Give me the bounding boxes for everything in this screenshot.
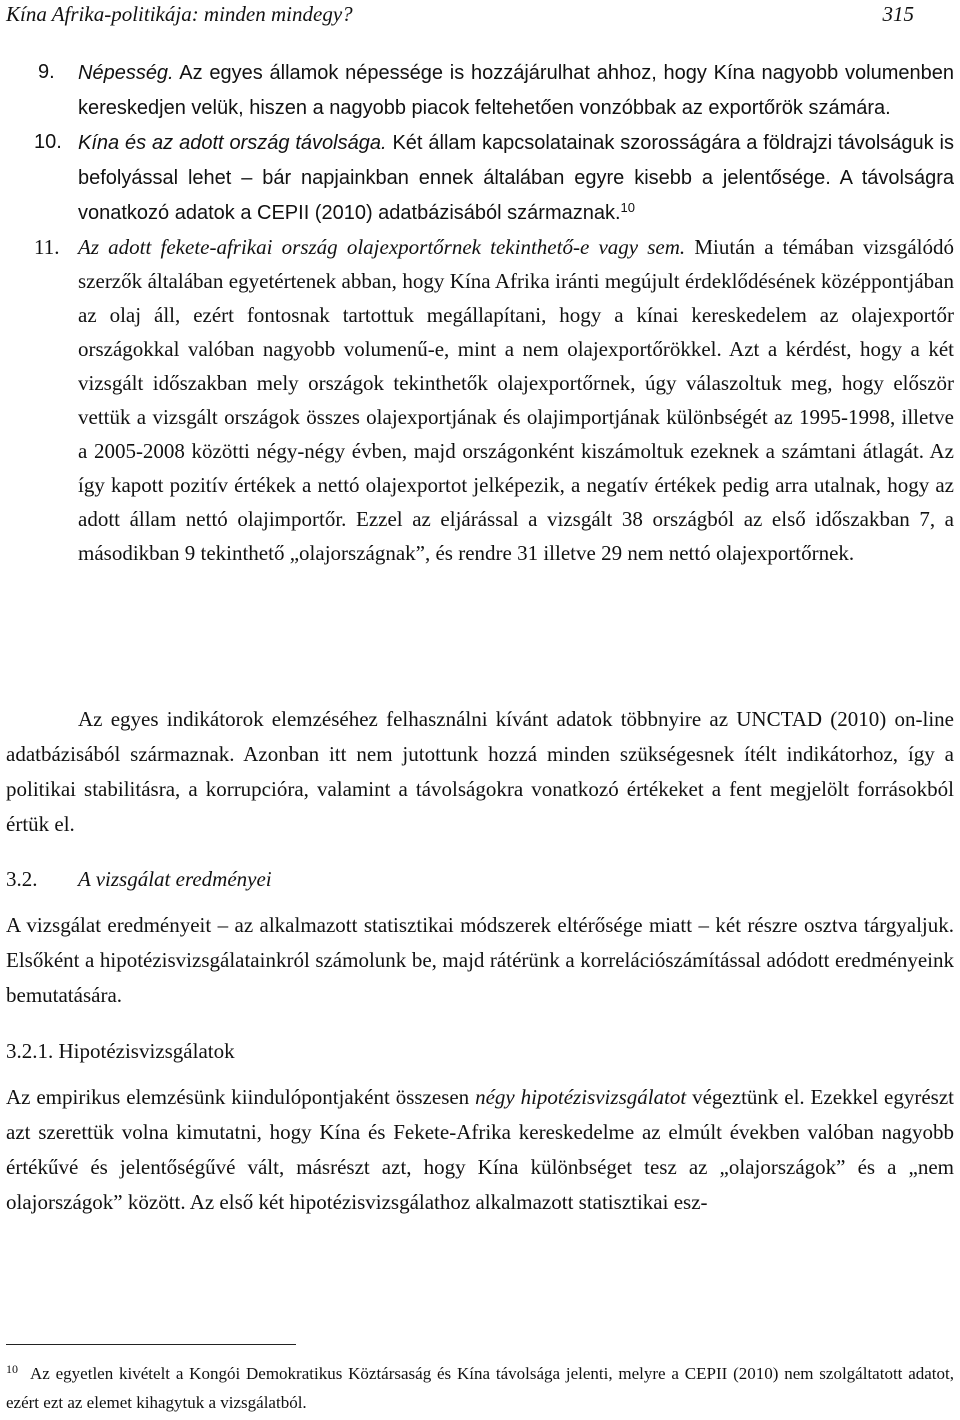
running-title: Kína Afrika-politikája: minden mindegy? — [6, 2, 353, 26]
list-item-number: 9. — [38, 61, 55, 83]
indicator-list — [0, 55, 954, 570]
page-number: 315 — [882, 2, 914, 26]
section-number: 3.2. — [6, 867, 38, 891]
list-item-distance — [0, 125, 954, 230]
list-item-text: Miután a témában vizsgálódó szerzők általában egyetértenek abban, hogy Kína Afrika iránti megújult érdeklődésének középpontjában az olaj áll, ezért fontosnak tartottuk megállapítani, hogy a kínai kereskedelem az olajexportőr országokkal valóban nagyobb volumenű-e, mint a nem olajexportőrökkel. Azt a kérdést, hogy a két vizsgált időszakban mely országok tekinthetők olajexportőrnek, úgy válaszoltuk meg, hogy először vettük a vizsgált országok összes olajexportjának és olajimportjának különbségét az 1995-1998, illetve a 2005-2008 közötti négy-négy évben, majd országonként kiszámoltuk ezeknek a számtani átlagát. Az így kapott pozitív értékek a nettó olajexportot jelképezik, a negatív értékek pedig arra utalnak, hogy az adott állam nettó olajimportőr. Ezzel az eljárással a vizsgált 38 országból az első időszakban 7, a másodikban 9 tekinthető „olajországnak”, és rendre 31 illetve 29 nem nettó olajexportőrnek. — [78, 235, 954, 565]
running-header — [6, 2, 954, 32]
section-heading-3-2 — [6, 864, 272, 894]
paragraph-results: A vizsgálat eredményeit – az alkalmazott statisztikai módszerek eltérősége miatt – két részre osztva tárgyaljuk. Elsőként a hipotézisvizsgálatainkról számolunk be, majd rátérünk a korrelációszámítással adódott eredményeink bemutatására. — [6, 913, 954, 1007]
list-item-lead: Kína és az adott ország távolsága. — [78, 132, 387, 154]
list-item-text: Az egyes államok népessége is hozzájárulhat ahhoz, hogy Kína nagyobb volumenben kereskedjen velük, hiszen a nagyobb piacok feltehetően vonzóbbak az exportőrök számára. — [78, 62, 954, 119]
footnote-reference: 10 — [620, 200, 635, 215]
list-item-population — [0, 55, 954, 125]
list-item-lead: Népesség. — [78, 62, 174, 84]
paragraph-text: végeztünk el. Ezekkel egyrészt azt szerettük volna kimutatni, hogy Kína és Fekete-Afrika kereskedelme az elmúlt években valóban nagyobb értékűvé és jelentőségűvé vált, másrészt azt, hogy Kína különbséget tesz az „olajországok” és a „nem olajországok” között. Az első két hipotézisvizsgálathoz alkalmazott statisztikai esz- — [6, 1085, 954, 1214]
paragraph-empirical — [6, 1080, 954, 1220]
list-item-number: 11. — [34, 235, 60, 259]
section-title: A vizsgálat eredményei — [78, 867, 272, 891]
section-heading-3-2-1: 3.2.1. Hipotézisvizsgálatok — [6, 1039, 235, 1063]
list-item-oil-exporter — [0, 230, 954, 570]
list-item-lead: Az adott fekete-afrikai ország olajexportőrnek tekinthető-e vagy sem. — [78, 235, 686, 259]
footnote-text: Az egyetlen kivételt a Kongói Demokratikus Köztársaság és Kína távolsága jelenti, melyre a CEPII (2010) nem szolgáltatott adatot, ezért ezt az elemet kihagytuk a vizsgálatból. — [6, 1364, 954, 1412]
paragraph-text: Az empirikus elemzésünk kiindulópontjaként összesen — [6, 1085, 476, 1109]
paragraph-unctad: Az egyes indikátorok elemzéséhez felhasználni kívánt adatok többnyire az UNCTAD (2010) on-line adatbázisából származnak. Azonban itt nem jutottunk hozzá minden szükségesnek ítélt indikátorhoz, így a politikai stabilitásra, a korrupcióra, valamint a távolságokra vonatkozó értékeket a fent megjelölt forrásokból értük el. — [6, 707, 954, 836]
emphasis-text: négy hipotézisvizsgálatot — [475, 1085, 687, 1109]
footnote-separator — [6, 1344, 296, 1345]
list-item-text: Két állam kapcsolatainak szorosságára a földrajzi távolságuk is befolyással lehet – bár napjainkban ennek általában egyre kisebb a jelentősége. A távolságra vonatkozó adatok a CEPII (2010) adatbázisából származnak. — [78, 132, 955, 224]
footnote — [6, 1360, 954, 1416]
list-item-number: 10. — [34, 131, 62, 153]
footnote-number: 10 — [6, 1362, 18, 1376]
